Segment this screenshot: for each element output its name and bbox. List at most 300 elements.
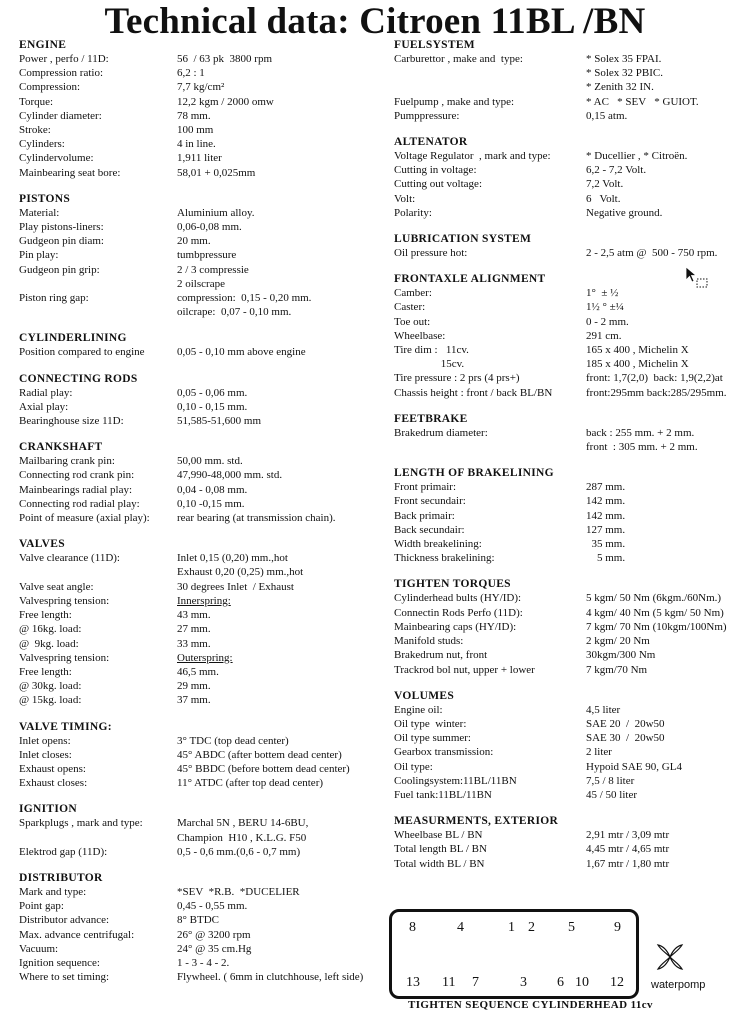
- bolt-number: 13: [406, 975, 420, 990]
- section-title: FUELSYSTEM: [394, 39, 475, 51]
- spec-label: Point gap:: [19, 900, 64, 913]
- spec-label: Camber:: [394, 287, 432, 300]
- spec-row: [19, 166, 379, 180]
- spec-label: Coolingsystem:11BL/11BN: [394, 774, 517, 787]
- spec-value: 35 mm.: [586, 538, 626, 551]
- spec-label: Position compared to engine: [19, 346, 145, 359]
- spec-row: [394, 206, 744, 220]
- spec-value: 1,67 mtr / 1,80 mtr: [586, 857, 670, 870]
- spec-label: Inlet opens:: [19, 734, 71, 747]
- spec-label: Voltage Regulator , mark and type:: [394, 150, 551, 163]
- spec-value: 0,15 atm.: [586, 109, 628, 122]
- section-distributor: [19, 871, 379, 984]
- spec-row: [19, 109, 379, 123]
- spec-label: Total width BL / BN: [394, 857, 485, 870]
- spec-row: [19, 483, 379, 497]
- spec-value: 142 mm.: [586, 509, 626, 522]
- bolt-number: 9: [614, 920, 621, 935]
- spec-row: [19, 137, 379, 151]
- spec-label: Cylinderhead bults (HY/ID):: [394, 592, 522, 605]
- spec-label: Toe out:: [394, 315, 431, 328]
- bolt-number: 2: [528, 920, 535, 935]
- section-ignition: [19, 802, 379, 859]
- spec-row: [394, 774, 744, 788]
- spec-label: Mainbearing caps (HY/ID):: [394, 620, 517, 633]
- spec-row: [394, 745, 744, 759]
- spec-value: * Solex 35 FPAI.: [586, 53, 662, 65]
- spec-value: 0,10 - 0,15 mm.: [177, 400, 248, 413]
- spec-row: [394, 149, 744, 163]
- spec-value: 45 / 50 liter: [586, 788, 638, 801]
- spec-row: [394, 357, 744, 371]
- spec-value: 142 mm.: [586, 495, 626, 508]
- spec-row: [394, 842, 744, 856]
- spec-value: 100 mm: [177, 124, 214, 137]
- spec-label: @ 9kg. load:: [19, 637, 79, 650]
- spec-value: front : 305 mm. + 2 mm.: [586, 441, 698, 454]
- spec-row: [19, 679, 379, 693]
- spec-row: [19, 899, 379, 913]
- spec-row: [19, 831, 379, 845]
- spec-row: [394, 494, 744, 508]
- spec-label: Max. advance centrifugal:: [19, 928, 135, 941]
- spec-row: [19, 234, 379, 248]
- section-lubrication-system: [394, 232, 744, 260]
- spec-row: [19, 248, 379, 262]
- spec-row: [19, 345, 379, 359]
- spec-value: *SEV *R.B. *DUCELIER: [177, 885, 300, 898]
- spec-row: [394, 523, 744, 537]
- spec-row: [394, 177, 744, 191]
- spec-row: [394, 591, 744, 605]
- spec-label: Where to set timing:: [19, 971, 110, 984]
- spec-value: 7,2 Volt.: [586, 178, 624, 191]
- section-valves: [19, 537, 379, 707]
- spec-row: [19, 776, 379, 790]
- spec-label: [394, 80, 586, 94]
- section-pistons: [19, 192, 379, 320]
- spec-value: 56 / 63 pk 3800 rpm: [177, 53, 273, 65]
- spec-value: 26° @ 3200 rpm: [177, 928, 251, 941]
- section-title: TIGHTEN TORQUES: [394, 578, 511, 591]
- spec-label: Fuel tank:11BL/11BN: [394, 788, 492, 801]
- spec-row: [394, 760, 744, 774]
- spec-row: [394, 480, 744, 494]
- section-title: LUBRICATION SYSTEM: [394, 233, 532, 246]
- section-title: PISTONS: [19, 192, 71, 205]
- spec-label: Cylinders:: [19, 138, 65, 151]
- spec-value: SAE 20 / 20w50: [586, 717, 665, 730]
- spec-value: back : 255 mm. + 2 mm.: [586, 426, 695, 439]
- waterpump-icon: [654, 941, 686, 973]
- spec-value: tumbpressure: [177, 249, 237, 262]
- section-title: CRANKSHAFT: [19, 441, 103, 454]
- spec-value: 43 mm.: [177, 609, 211, 622]
- spec-row: [19, 123, 379, 137]
- spec-label: Oil pressure hot:: [394, 247, 468, 260]
- spec-row: [19, 291, 379, 305]
- spec-value: 3° TDC (top dead center): [177, 734, 289, 747]
- spec-row: [394, 426, 744, 440]
- spec-row: [19, 970, 379, 984]
- spec-row: [394, 648, 744, 662]
- spec-row: [19, 386, 379, 400]
- spec-label: Polarity:: [394, 206, 432, 219]
- spec-label: [19, 831, 177, 845]
- section-valve-timing: [19, 720, 379, 791]
- diagram-caption: TIGHTEN SEQUENCE CYLINDERHEAD 11cv: [408, 999, 653, 1011]
- spec-row: [19, 220, 379, 234]
- spec-label: Tire pressure : 2 prs (4 prs+): [394, 372, 520, 385]
- spec-value: 4 in line.: [177, 138, 216, 151]
- spec-value: Marchal 5N , BERU 14-6BU,: [177, 817, 309, 830]
- spec-label: Free length:: [19, 665, 72, 678]
- spec-value: 287 mm.: [586, 481, 626, 494]
- spec-label: [394, 66, 586, 80]
- section-title: DISTRIBUTOR: [19, 871, 103, 884]
- spec-label: Gudgeon pin diam:: [19, 235, 104, 248]
- section-title: FRONTAXLE ALIGNMENT: [394, 273, 546, 286]
- spec-label: Vacuum:: [19, 942, 59, 955]
- spec-label: Compression:: [19, 81, 81, 94]
- spec-value: 58,01 + 0,025mm: [177, 166, 256, 179]
- spec-label: @ 30kg. load:: [19, 680, 82, 693]
- spec-label: Connectin Rods Perfo (11D):: [394, 606, 523, 619]
- spec-label: [19, 305, 177, 319]
- spec-value: 0,10 -0,15 mm.: [177, 497, 245, 510]
- spec-label: Connecting rod crank pin:: [19, 469, 135, 482]
- spec-row: [19, 468, 379, 482]
- mouse-cursor-icon: [685, 266, 711, 292]
- spec-label: Cutting out voltage:: [394, 178, 482, 191]
- spec-label: Back primair:: [394, 509, 455, 522]
- spec-label: Connecting rod radial play:: [19, 497, 140, 510]
- spec-value: 0,45 - 0,55 mm.: [177, 900, 248, 913]
- spec-row: [19, 580, 379, 594]
- spec-value: 127 mm.: [586, 523, 626, 536]
- spec-value: 78 mm.: [177, 109, 211, 122]
- section-crankshaft: [19, 440, 379, 525]
- spec-row: [19, 734, 379, 748]
- spec-label: Sparkplugs , mark and type:: [19, 817, 143, 830]
- spec-row: [394, 371, 744, 385]
- spec-label: Volt:: [394, 192, 416, 205]
- spec-row: [394, 343, 744, 357]
- spec-row: [19, 748, 379, 762]
- spec-label: [19, 565, 177, 579]
- spec-row: [394, 551, 744, 565]
- right-column: [394, 38, 744, 883]
- spec-label: Inlet closes:: [19, 748, 72, 761]
- cylinderhead-sequence-diagram: [389, 909, 639, 999]
- spec-value: 2 - 2,5 atm @ 500 - 750 rpm.: [586, 247, 718, 260]
- spec-value: 0 - 2 mm.: [586, 315, 629, 328]
- spec-value: 37 mm.: [177, 694, 211, 707]
- section-title: FEETBRAKE: [394, 412, 468, 425]
- spec-row: [394, 386, 744, 400]
- spec-row: [394, 663, 744, 677]
- spec-row: [19, 608, 379, 622]
- spec-row: [19, 637, 379, 651]
- spec-row: [19, 511, 379, 525]
- spec-value: 1 - 3 - 4 - 2.: [177, 956, 230, 969]
- waterpump-label: waterpomp: [651, 979, 706, 991]
- spec-value: * Ducellier , * Citroën.: [586, 150, 688, 163]
- spec-label: Brakedrum diameter:: [394, 426, 488, 439]
- spec-label: Point of measure (axial play):: [19, 512, 150, 525]
- spec-value: * Zenith 32 IN.: [586, 81, 654, 94]
- spec-row: [19, 913, 379, 927]
- spec-row: [19, 414, 379, 428]
- bolt-number: 5: [568, 920, 575, 935]
- bolt-number: 4: [457, 920, 464, 935]
- spec-label: Valvespring tension:: [19, 651, 110, 664]
- spec-label: Brakedrum nut, front: [394, 649, 488, 662]
- spec-value: 0,05 - 0,06 mm.: [177, 386, 248, 399]
- spec-label: Caster:: [394, 301, 426, 314]
- spec-row: [19, 845, 379, 859]
- spec-label: Free length:: [19, 609, 72, 622]
- spec-row: [19, 66, 379, 80]
- spec-row: [19, 277, 379, 291]
- spec-label: Total length BL / BN: [394, 843, 487, 856]
- spec-value: 5 kgm/ 50 Nm (6kgm./60Nm.): [586, 592, 722, 605]
- spec-row: [19, 594, 379, 608]
- spec-label: Oil type winter:: [394, 717, 467, 730]
- spec-row: [394, 300, 744, 314]
- spec-value: 46,5 mm.: [177, 665, 219, 678]
- spec-row: [394, 731, 744, 745]
- spec-value: Hypoid SAE 90, GL4: [586, 760, 682, 773]
- spec-label: Wheelbase BL / BN: [394, 829, 483, 842]
- spec-label: Gudgeon pin grip:: [19, 263, 100, 276]
- spec-row: [394, 329, 744, 343]
- spec-value: Innerspring:: [177, 594, 231, 607]
- spec-row: [394, 606, 744, 620]
- spec-value: 6,2 - 7,2 Volt.: [586, 164, 647, 177]
- spec-label: Valve seat angle:: [19, 580, 94, 593]
- spec-row: [394, 315, 744, 329]
- spec-label: Wheelbase:: [394, 329, 446, 342]
- spec-label: Bearinghouse size 11D:: [19, 415, 124, 428]
- spec-label: Fuelpump , make and type:: [394, 95, 515, 108]
- section-title: VOLUMES: [394, 689, 455, 702]
- spec-label: Chassis height : front / back BL/BN: [394, 386, 553, 399]
- spec-value: 45° ABDC (after bottem dead center): [177, 748, 342, 761]
- section-altenator: [394, 135, 744, 220]
- spec-label: Trackrod bol nut, upper + lower: [394, 663, 535, 676]
- spec-label: Engine oil:: [394, 703, 443, 716]
- spec-row: [19, 885, 379, 899]
- spec-row: [19, 400, 379, 414]
- spec-row: [19, 622, 379, 636]
- bolt-number: 11: [442, 975, 456, 990]
- spec-value: * Solex 32 PBIC.: [586, 67, 664, 80]
- section-title: LENGTH OF BRAKELINING: [394, 467, 554, 480]
- spec-value: 50,00 mm. std.: [177, 455, 243, 468]
- spec-label: Distributor advance:: [19, 914, 110, 927]
- spec-value: Outerspring:: [177, 651, 233, 664]
- spec-row: [394, 537, 744, 551]
- bolt-number: 7: [472, 975, 479, 990]
- left-column: [19, 38, 379, 996]
- spec-value: 0,06-0,08 mm.: [177, 221, 242, 234]
- spec-row: [394, 857, 744, 871]
- spec-value: compression: 0,15 - 0,20 mm.: [177, 292, 312, 305]
- spec-label: Mainbearing seat bore:: [19, 166, 121, 179]
- spec-value: 291 cm.: [586, 329, 622, 342]
- spec-value: front:295mm back:285/295mm.: [586, 386, 727, 399]
- spec-label: Play pistons-liners:: [19, 221, 104, 234]
- spec-row: [394, 717, 744, 731]
- spec-value: 29 mm.: [177, 680, 211, 693]
- spec-row: [19, 762, 379, 776]
- spec-row: [19, 942, 379, 956]
- spec-label: Valve clearance (11D):: [19, 552, 120, 565]
- spec-row: [19, 956, 379, 970]
- spec-label: Gearbox transmission:: [394, 746, 494, 759]
- spec-value: 11° ATDC (after top dead center): [177, 777, 324, 790]
- spec-row: [394, 95, 744, 109]
- section-cylinderlining: [19, 331, 379, 359]
- section-length-of-brakelining: [394, 466, 744, 565]
- section-title: CYLINDERLINING: [19, 332, 127, 345]
- spec-value: oilcrape: 0,07 - 0,10 mm.: [177, 306, 292, 319]
- spec-row: [19, 928, 379, 942]
- spec-label: Oil type:: [394, 760, 433, 773]
- spec-value: 45° BBDC (before bottem dead center): [177, 762, 350, 775]
- bolt-number: 3: [520, 975, 527, 990]
- bolt-number: 6: [557, 975, 564, 990]
- spec-value: Flywheel. ( 6mm in clutchhouse, left side): [177, 971, 364, 984]
- section-title: CONNECTING RODS: [19, 372, 138, 385]
- spec-value: 4,45 mtr / 4,65 mtr: [586, 843, 670, 856]
- spec-row: [19, 551, 379, 565]
- spec-label: Stroke:: [19, 124, 51, 137]
- section-title: IGNITION: [19, 803, 77, 816]
- spec-label: Material:: [19, 206, 60, 219]
- spec-row: [19, 80, 379, 94]
- spec-row: [394, 109, 744, 123]
- spec-row: [394, 52, 744, 66]
- spec-row: [19, 151, 379, 165]
- spec-label: Cylinder diameter:: [19, 109, 102, 122]
- spec-label: Tire dim : 11cv.: [394, 344, 469, 357]
- spec-value: Negative ground.: [586, 206, 663, 219]
- spec-value: 47,990-48,000 mm. std.: [177, 469, 283, 482]
- spec-label: Back secundair:: [394, 523, 465, 536]
- spec-value: 0,05 - 0,10 mm above engine: [177, 346, 306, 359]
- spec-row: [19, 497, 379, 511]
- bolt-number: 12: [610, 975, 624, 990]
- spec-label: Power , perfo / 11D:: [19, 53, 109, 65]
- spec-row: [19, 693, 379, 707]
- spec-value: 2 liter: [586, 746, 612, 759]
- spec-label: Compression ratio:: [19, 67, 104, 80]
- spec-label: Width breakelining:: [394, 538, 482, 551]
- spec-row: [19, 665, 379, 679]
- spec-label: Pin play:: [19, 249, 59, 262]
- page-title: Technical data: Citroen 11BL /BN: [104, 1, 646, 42]
- spec-label: Front secundair:: [394, 495, 466, 508]
- spec-row: [394, 246, 744, 260]
- spec-value: 30 degrees Inlet / Exhaust: [177, 580, 294, 593]
- spec-value: 2 / 3 compressie: [177, 263, 249, 276]
- spec-label: Oil type summer:: [394, 732, 471, 745]
- spec-value: 51,585-51,600 mm: [177, 415, 262, 428]
- spec-value: 0,04 - 0,08 mm.: [177, 483, 248, 496]
- spec-label: 15cv.: [394, 358, 465, 371]
- spec-value: 7 kgm/70 Nm: [586, 663, 648, 676]
- spec-label: Mailbaring crank pin:: [19, 455, 115, 468]
- spec-value: 1½ ° ±¼: [586, 301, 624, 314]
- spec-value: Aluminium alloy.: [177, 206, 255, 219]
- section-connecting-rods: [19, 372, 379, 429]
- section-title: VALVE TIMING:: [19, 720, 112, 733]
- spec-label: Mainbearings radial play:: [19, 483, 133, 496]
- spec-label: Mark and type:: [19, 885, 87, 898]
- spec-value: 2 oilscrape: [177, 277, 225, 290]
- spec-value: 7,7 kg/cm²: [177, 81, 225, 94]
- spec-value: rear bearing (at transmission chain).: [177, 512, 336, 525]
- spec-row: [19, 206, 379, 220]
- spec-label: Cylindervolume:: [19, 152, 94, 165]
- spec-label: Radial play:: [19, 386, 73, 399]
- spec-value: 2,91 mtr / 3,09 mtr: [586, 829, 670, 842]
- spec-label: Elektrod gap (11D):: [19, 845, 108, 858]
- spec-label: Carburettor , make and type:: [394, 53, 523, 65]
- spec-label: Axial play:: [19, 400, 69, 413]
- section-volumes: [394, 689, 744, 802]
- spec-value: 30kgm/300 Nm: [586, 649, 656, 662]
- spec-value: 33 mm.: [177, 637, 211, 650]
- spec-row: [19, 651, 379, 665]
- spec-value: 1,911 liter: [177, 152, 222, 165]
- spec-value: 1° ± ½: [586, 287, 619, 300]
- spec-label: Piston ring gap:: [19, 292, 89, 305]
- section-fuelsystem: [394, 38, 744, 123]
- spec-label: Pumppressure:: [394, 109, 460, 122]
- section-title: ENGINE: [19, 39, 67, 51]
- spec-row: [394, 509, 744, 523]
- spec-label: Exhaust closes:: [19, 777, 88, 790]
- spec-label: [394, 440, 586, 454]
- spec-value: 27 mm.: [177, 623, 211, 636]
- spec-value: * AC * SEV * GUIOT.: [586, 95, 699, 108]
- spec-value: Inlet 0,15 (0,20) mm.,hot: [177, 552, 288, 565]
- spec-value: Champion H10 , K.L.G. F50: [177, 831, 307, 844]
- spec-value: 20 mm.: [177, 235, 211, 248]
- spec-row: [394, 440, 744, 454]
- spec-value: Exhaust 0,20 (0,25) mm.,hot: [177, 566, 304, 579]
- spec-value: 24° @ 35 cm.Hg: [177, 942, 252, 955]
- spec-row: [394, 620, 744, 634]
- spec-value: 4 kgm/ 40 Nm (5 kgm/ 50 Nm): [586, 606, 724, 619]
- section-engine: [19, 38, 379, 180]
- spec-value: 4,5 liter: [586, 703, 621, 716]
- spec-row: [19, 95, 379, 109]
- spec-label: Exhaust opens:: [19, 762, 86, 775]
- section-title: ALTENATOR: [394, 136, 468, 149]
- spec-label: Ignition sequence:: [19, 956, 100, 969]
- spec-row: [19, 454, 379, 468]
- section-feetbrake: [394, 412, 744, 454]
- spec-value: 12,2 kgm / 2000 omw: [177, 95, 274, 108]
- spec-value: 7 kgm/ 70 Nm (10kgm/100Nm): [586, 620, 727, 633]
- spec-row: [394, 163, 744, 177]
- section-tighten-torques: [394, 577, 744, 676]
- spec-value: 165 x 400 , Michelin X: [586, 344, 689, 357]
